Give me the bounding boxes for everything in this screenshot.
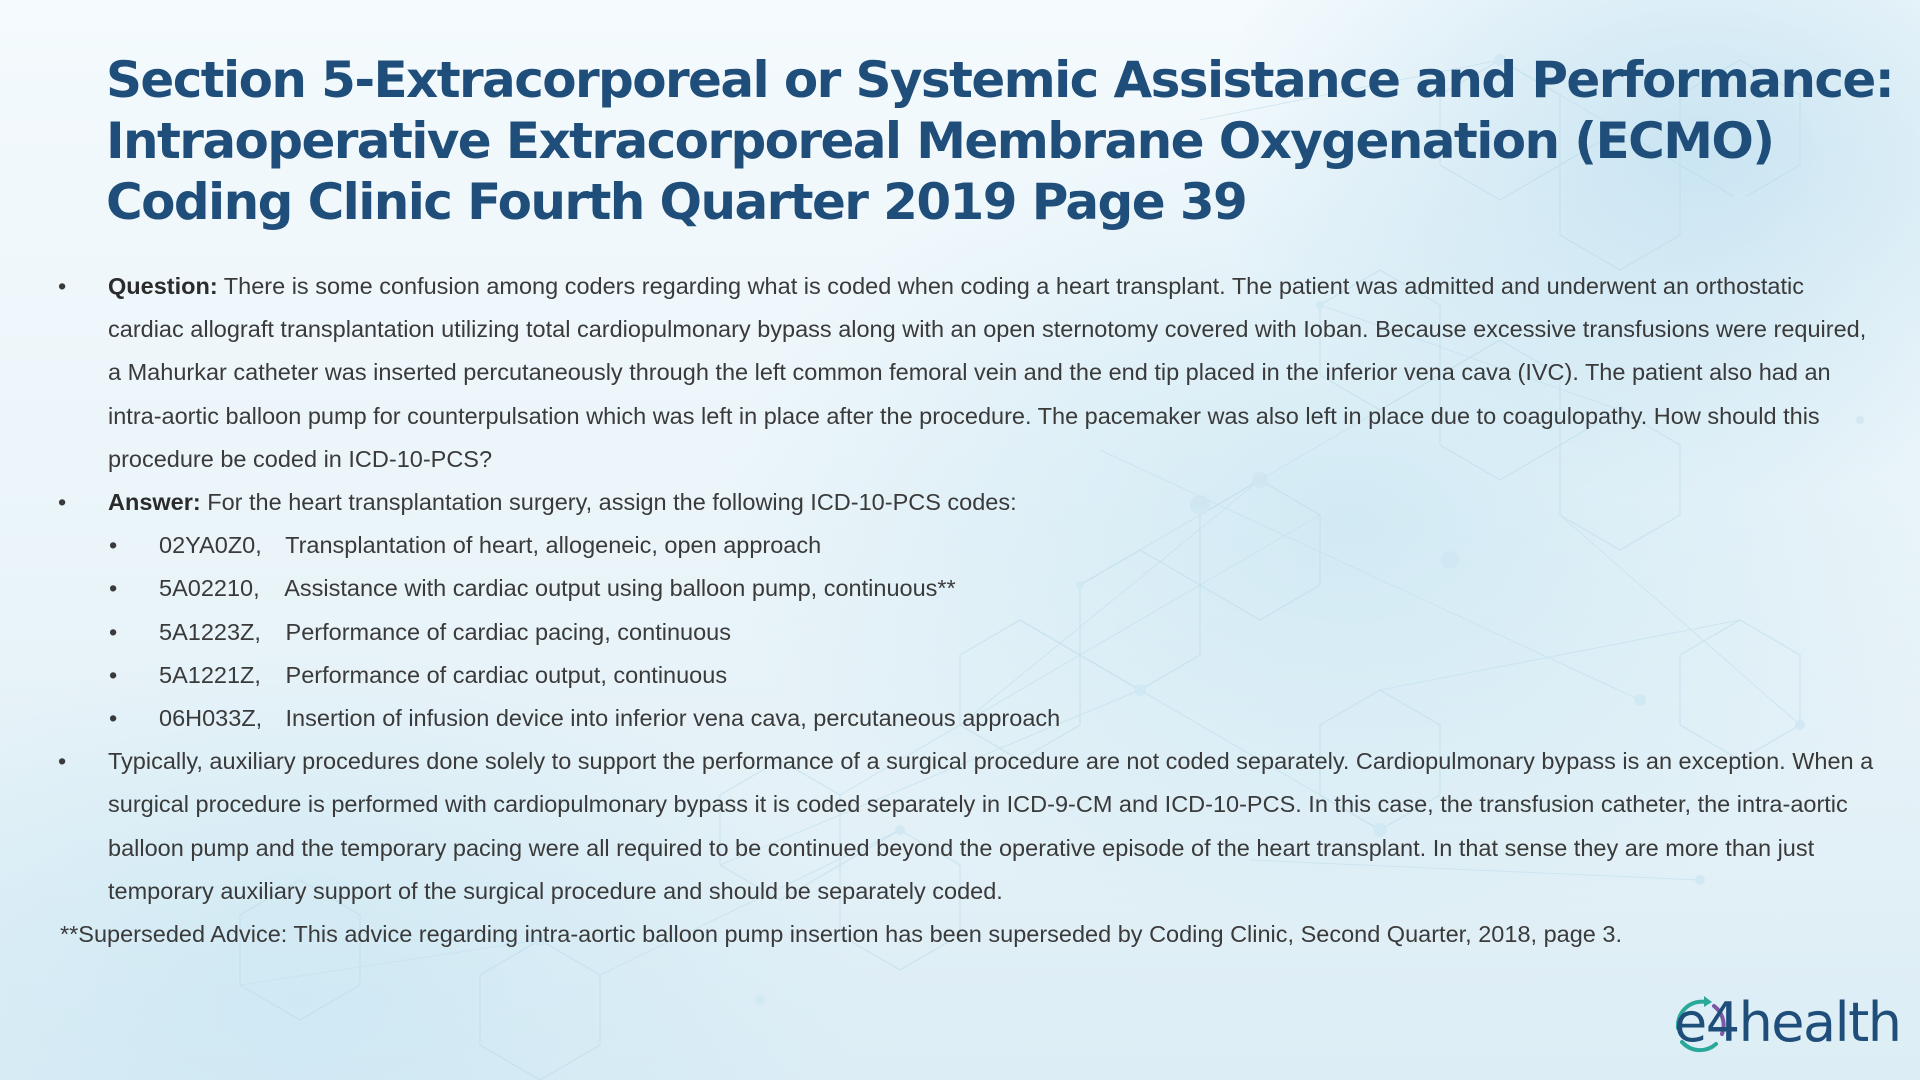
procedure-code: 5A1223Z, bbox=[159, 618, 261, 645]
title-line-1: Section 5-Extracorporeal or Systemic Assistance and Performance: bbox=[106, 51, 1894, 109]
procedure-description: Transplantation of heart, allogeneic, open approach bbox=[285, 532, 822, 559]
procedure-description: Assistance with cardiac output using balloon pump, continuous** bbox=[284, 575, 956, 602]
procedure-description: Insertion of infusion device into inferior vena cava, percutaneous approach bbox=[285, 705, 1061, 732]
code-list-item bbox=[0, 567, 1920, 610]
title-line-2: Intraoperative Extracorporeal Membrane Oxygenation (ECMO) bbox=[106, 112, 1774, 170]
procedure-code: 06H033Z, bbox=[159, 705, 263, 732]
bullet-icon: • bbox=[109, 661, 118, 688]
explanation-text: Typically, auxiliary procedures done solely to support the performance of a surgical procedure are not coded separately. Cardiopulmonary bypass is an exception. When a surgical procedure is performed with cardiopulmonary bypass it is coded separately in ICD-9-CM and ICD-10-PCS. In this case, the transfusion catheter, the intra-aortic balloon pump and the temporary pacing were all required to be continued beyond the operative episode of the heart transplant. In that sense they are more than just temporary auxiliary support of the surgical procedure and should be separately coded. bbox=[108, 748, 1874, 904]
question-paragraph bbox=[0, 265, 1920, 481]
answer-label: Answer: bbox=[108, 489, 201, 516]
procedure-description: Performance of cardiac output, continuous bbox=[285, 661, 728, 688]
procedure-code: 02YA0Z0, bbox=[159, 532, 262, 559]
slide-title bbox=[106, 50, 1894, 233]
procedure-description: Performance of cardiac pacing, continuous bbox=[285, 618, 731, 645]
answer-paragraph bbox=[0, 481, 1920, 524]
bullet-icon: • bbox=[109, 705, 118, 732]
procedure-code: 5A02210, bbox=[159, 575, 260, 602]
code-list-item bbox=[0, 524, 1920, 567]
code-list-item bbox=[0, 697, 1920, 740]
bullet-icon: • bbox=[58, 748, 67, 775]
answer-text: For the heart transplantation surgery, assign the following ICD-10-PCS codes: bbox=[200, 489, 1017, 516]
bullet-icon: • bbox=[109, 532, 118, 559]
slide-body bbox=[0, 265, 1920, 956]
title-line-3: Coding Clinic Fourth Quarter 2019 Page 39 bbox=[106, 173, 1247, 231]
bullet-icon: • bbox=[109, 575, 118, 602]
bullet-icon: • bbox=[58, 489, 67, 516]
question-label: Question: bbox=[108, 273, 218, 299]
question-text: There is some confusion among coders regarding what is coded when coding a heart transplant. The patient was admitted and underwent an orthostatic cardiac allograft transplantation utilizing total cardiopulmonary bypass along with an open sternotomy covered with Ioban. Because excessive transfusions were required, a Mahurkar catheter was inserted percutaneously through the left common femoral vein and the end tip placed in the inferior vena cava (IVC). The patient also had an intra-aortic balloon pump for counterpulsation which was left in place after the procedure. The pacemaker was also left in place due to coagulopathy. How should this procedure be coded in ICD-10-PCS? bbox=[108, 273, 1867, 472]
superseded-note: **Superseded Advice: This advice regarding intra-aortic balloon pump insertion has been superseded by Coding Clinic, Second Quarter, 2018, page 3. bbox=[60, 921, 1622, 948]
bullet-icon: • bbox=[58, 273, 67, 299]
procedure-code: 5A1221Z, bbox=[159, 661, 261, 688]
bullet-icon: • bbox=[109, 618, 118, 645]
explanation-paragraph bbox=[0, 740, 1920, 913]
code-list-item bbox=[0, 654, 1920, 697]
logo-wordmark: e4health bbox=[1674, 991, 1901, 1054]
code-list-item bbox=[0, 611, 1920, 654]
e4health-logo bbox=[1666, 990, 1901, 1060]
